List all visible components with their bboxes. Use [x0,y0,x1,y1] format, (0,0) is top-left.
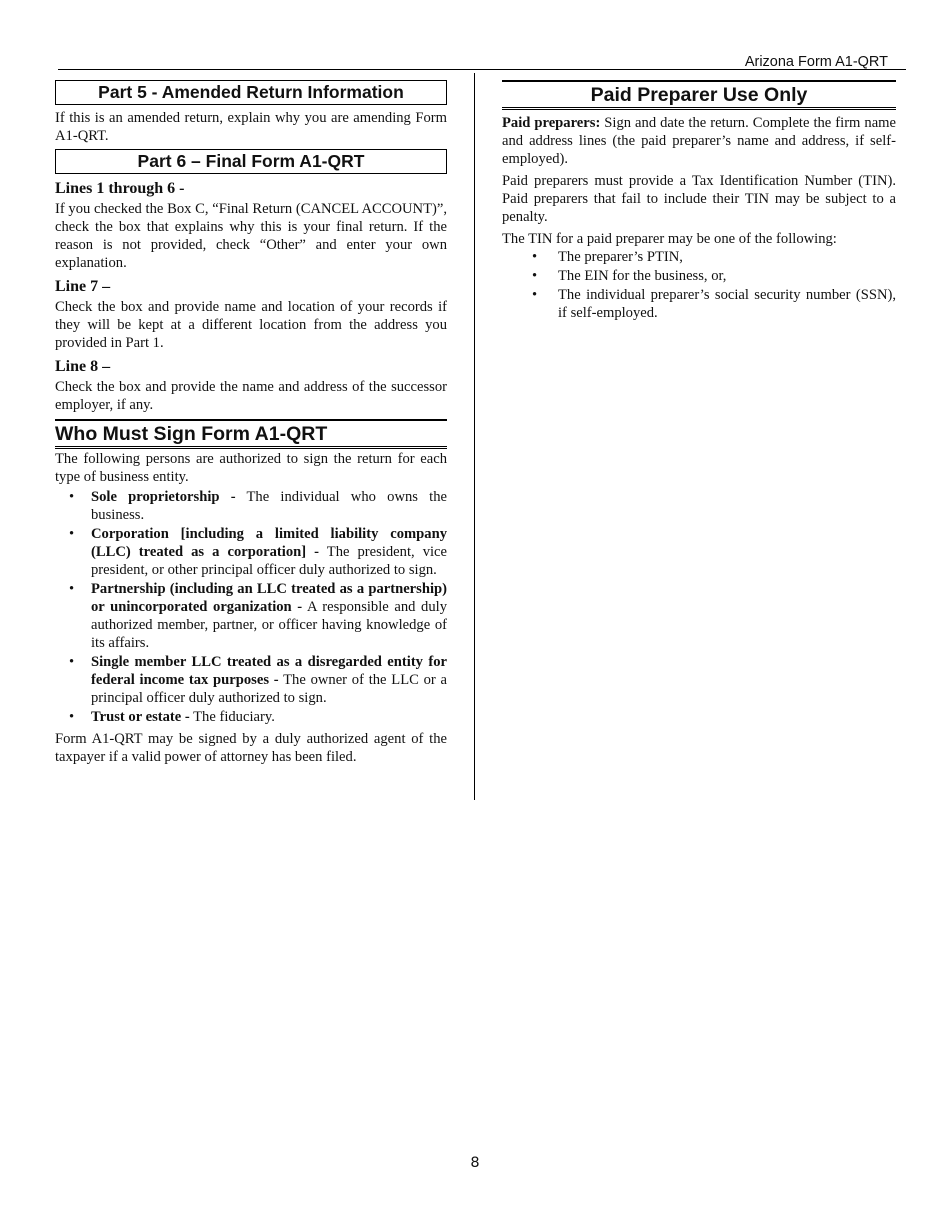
page-number: 8 [470,1155,480,1171]
part5-text: If this is an amended return, explain why you are amending Form A1-QRT. [55,110,447,144]
paid-preparer-heading: Paid Preparer Use Only [502,80,896,110]
form-name: Arizona Form A1-QRT [744,54,888,70]
line8-text: Check the box and provide the name and address of the successor employer, if any. [55,379,447,413]
line7-text: Check the box and provide name and location of your records if they will be kept at a different location from the address you provided in Part 1. [55,299,447,351]
line8-heading: Line 8 – [55,358,111,375]
who-must-sign-heading: Who Must Sign Form A1-QRT [55,419,447,449]
list-item: • The individual preparer’s social security number (SSN), if self-employed. [502,286,896,322]
part5-heading: Part 5 - Amended Return Information [55,80,447,105]
list-item: • The EIN for the business, or, [502,267,896,285]
line7-heading: Line 7 – [55,278,111,295]
paid-preparer-p3: The TIN for a paid preparer may be one of the following: [502,231,837,247]
list-item: • The preparer’s PTIN, [502,248,896,266]
power-of-attorney-note: Form A1-QRT may be signed by a duly authorized agent of the taxpayer if a valid power of attorney has been filed. [55,731,447,765]
who-must-sign-intro: The following persons are authorized to sign the return for each type of business entity. [55,451,447,485]
lines-1-6-text: If you checked the Box C, “Final Return (CANCEL ACCOUNT)”, check the box that explains why this is your final return. If the reason is not provided, check “Other” and enter your own explanation. [55,201,447,271]
tin-list [502,248,896,322]
list-item: • Sole proprietorship - The individual who owns the business. [55,488,447,524]
paid-preparer-p2: Paid preparers must provide a Tax Identification Number (TIN). Paid preparers that fail to include their TIN may be subject to a penalty. [502,173,896,225]
page-header [58,53,906,70]
column-divider [474,73,475,800]
right-column [502,80,896,323]
left-column [55,80,447,766]
list-item: • Partnership (including an LLC treated as a partnership) or unincorporated organization - A responsible and duly authorized member, partner, or officer having knowledge of its affairs. [55,580,447,652]
list-item: • Single member LLC treated as a disregarded entity for federal income tax purposes - The owner of the LLC or a principal officer duly authorized to sign. [55,653,447,707]
list-item: • Corporation [including a limited liability company (LLC) treated as a corporation] - The president, vice president, or other principal officer duly authorized to sign. [55,525,447,579]
part6-heading: Part 6 – Final Form A1-QRT [55,149,447,174]
paid-preparer-p1: Paid preparers: Sign and date the return. Complete the firm name and address lines (the paid preparer’s name and address, if self-employed). [502,115,896,167]
list-item: • Trust or estate - The fiduciary. [55,708,447,726]
signer-list [55,488,447,726]
lines-1-6-heading: Lines 1 through 6 - [55,180,185,197]
